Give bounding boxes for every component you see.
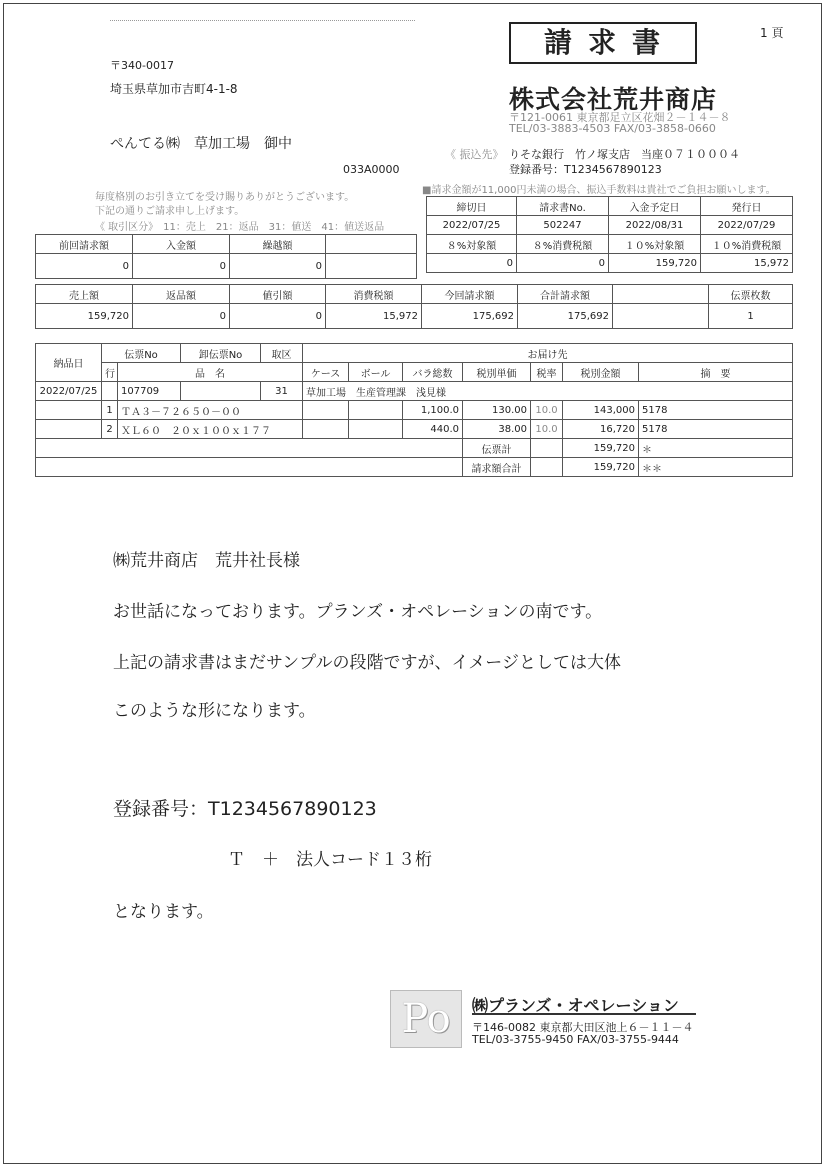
- header-ball: ボール: [349, 363, 403, 382]
- detail-table: [35, 343, 793, 477]
- header-previous-billing: 前回請求額: [36, 235, 133, 254]
- transaction-type: 31: [261, 382, 303, 401]
- summary-table: [35, 284, 793, 329]
- header-case: ケース: [303, 363, 349, 382]
- header-8pct-tax: ８%消費税額: [517, 235, 609, 254]
- fee-notice: ■請求金額が11,000円未満の場合、振込手数料は貴社でご負担お願いします。: [422, 185, 776, 196]
- greeting-line2: 下記の通りご請求申し上げます。: [95, 206, 245, 217]
- row-line: 2: [102, 420, 118, 439]
- table-row: [36, 420, 793, 439]
- header-sales: 売上額: [36, 285, 133, 304]
- header-destination: お届け先: [303, 344, 793, 363]
- header-issue-date: 発行日: [701, 197, 793, 216]
- company-logo: Po: [390, 990, 462, 1048]
- header-10pct-tax: １０%消費税額: [701, 235, 793, 254]
- blank-value: [613, 304, 709, 329]
- header-slip-no: 伝票No: [102, 344, 181, 363]
- header-blank: [613, 285, 709, 304]
- recipient-address: 埼玉県草加市吉町4-1-8: [110, 82, 238, 96]
- header-8pct-base: ８%対象額: [427, 235, 517, 254]
- consumption-tax: 15,972: [326, 304, 422, 329]
- sales-amount: 159,720: [36, 304, 133, 329]
- row-amount: 16,720: [563, 420, 639, 439]
- 10pct-base: 159,720: [609, 254, 701, 273]
- dates-tax-table: [426, 196, 793, 273]
- header-tax-rate: 税率: [531, 363, 563, 382]
- greeting-line1: 毎度格別のお引き立てを受け賜りありがとうございます。: [95, 192, 355, 203]
- letter-line1: お世話になっております。プランズ・オペレーションの南です。: [113, 602, 603, 622]
- row-line: 1: [102, 401, 118, 420]
- discount-amount: 0: [230, 304, 326, 329]
- row-unit-price: 130.00: [463, 401, 531, 420]
- destination: 草加工場 生産管理課 浅見様: [303, 382, 793, 401]
- sender-divider: [472, 1013, 696, 1015]
- header-wholesale-slip-no: 卸伝票No: [181, 344, 261, 363]
- registration-number: 登録番号：T1234567890123: [509, 163, 662, 176]
- header-memo: 摘 要: [639, 363, 793, 382]
- slip-count: 1: [709, 304, 793, 329]
- header-unit-price: 税別単価: [463, 363, 531, 382]
- carried-over: 0: [230, 254, 326, 279]
- issuer-company: 株式会社荒井商店: [509, 85, 718, 114]
- 8pct-base: 0: [427, 254, 517, 273]
- row-unit-price: 38.00: [463, 420, 531, 439]
- grand-total: 159,720: [563, 458, 639, 477]
- header-consumption-tax: 消費税額: [326, 285, 422, 304]
- header-payment-received: 入金額: [133, 235, 230, 254]
- table-row: [36, 401, 793, 420]
- header-total-billing: 合計請求額: [518, 285, 613, 304]
- letter-registration: 登録番号：T1234567890123: [113, 798, 377, 820]
- letter-line3: このような形になります。: [113, 701, 316, 721]
- total-billing: 175,692: [518, 304, 613, 329]
- invoice-title: 請求書: [509, 22, 697, 64]
- bank-label: 《 振込先》: [445, 148, 504, 161]
- header-carried-over: 繰越額: [230, 235, 326, 254]
- header-slip-count: 伝票枚数: [709, 285, 793, 304]
- page-number: 1 頁: [760, 26, 784, 40]
- slip-no: 107709: [118, 382, 181, 401]
- letter-addressee: ㈱荒井商店 荒井社長様: [113, 551, 300, 571]
- 10pct-tax: 15,972: [701, 254, 793, 273]
- transaction-categories: 《 取引区分》 11：売上 21：返品 31：値送 41：値送返品: [95, 222, 385, 233]
- issuer-address: 〒121-0061 東京都足立区花畑２－１４－８: [509, 111, 731, 124]
- header-item-name: 品 名: [118, 363, 303, 382]
- grand-total-mark: ＊＊: [639, 458, 793, 477]
- 8pct-tax: 0: [517, 254, 609, 273]
- payment-received: 0: [133, 254, 230, 279]
- slip-total-label: 伝票計: [463, 439, 531, 458]
- header-line: 行: [102, 363, 118, 382]
- bank-account: りそな銀行 竹ノ塚支店 当座０７１０００４: [509, 148, 740, 161]
- carry-table: [35, 234, 417, 279]
- issuer-tel-fax: TEL/03-3883-4503 FAX/03-3858-0660: [509, 122, 716, 135]
- header-delivery-date: 納品日: [36, 344, 102, 382]
- recipient-postal: 〒340-0017: [110, 59, 174, 72]
- header-payment-date: 入金予定日: [609, 197, 701, 216]
- top-divider: [110, 20, 415, 21]
- header-transaction-type: 取区: [261, 344, 303, 363]
- invoice-no: 502247: [517, 216, 609, 235]
- header-closing-date: 締切日: [427, 197, 517, 216]
- sender-address: 〒146-0082 東京都大田区池上６－１１－４: [472, 1021, 694, 1034]
- row-tax-rate: 10.0: [531, 401, 563, 420]
- row-amount: 143,000: [563, 401, 639, 420]
- header-10pct-base: １０%対象額: [609, 235, 701, 254]
- returns-amount: 0: [133, 304, 230, 329]
- row-quantity: 440.0: [403, 420, 463, 439]
- header-discount: 値引額: [230, 285, 326, 304]
- letter-line2: 上記の請求書はまだサンプルの段階ですが、イメージとしては大体: [113, 653, 621, 673]
- row-memo: 5178: [639, 401, 793, 420]
- issue-date: 2022/07/29: [701, 216, 793, 235]
- previous-billing: 0: [36, 254, 133, 279]
- recipient-code: 033A0000: [343, 163, 400, 176]
- header-current-billing: 今回請求額: [422, 285, 518, 304]
- letter-formula: Ｔ ＋ 法人コード１３桁: [228, 850, 432, 870]
- header-quantity: バラ総数: [403, 363, 463, 382]
- grand-total-label: 請求額合計: [463, 458, 531, 477]
- slip-total: 159,720: [563, 439, 639, 458]
- header-invoice-no: 請求書No.: [517, 197, 609, 216]
- payment-date: 2022/08/31: [609, 216, 701, 235]
- closing-date: 2022/07/25: [427, 216, 517, 235]
- row-tax-rate: 10.0: [531, 420, 563, 439]
- row-item: ＴＡ３－７２６５０－００: [118, 401, 303, 420]
- letter-closing: となります。: [113, 902, 214, 922]
- recipient-name: ぺんてる㈱ 草加工場 御中: [110, 136, 292, 152]
- row-memo: 5178: [639, 420, 793, 439]
- sender-company: ㈱プランズ・オペレーション: [472, 996, 679, 1015]
- row-quantity: 1,100.0: [403, 401, 463, 420]
- current-billing: 175,692: [422, 304, 518, 329]
- header-amount: 税別金額: [563, 363, 639, 382]
- row-item: ＸＬ６０ ２０ｘ１００ｘ１７７: [118, 420, 303, 439]
- delivery-date: 2022/07/25: [36, 382, 102, 401]
- slip-total-mark: ＊: [639, 439, 793, 458]
- header-returns: 返品額: [133, 285, 230, 304]
- sender-tel-fax: TEL/03-3755-9450 FAX/03-3755-9444: [472, 1033, 679, 1046]
